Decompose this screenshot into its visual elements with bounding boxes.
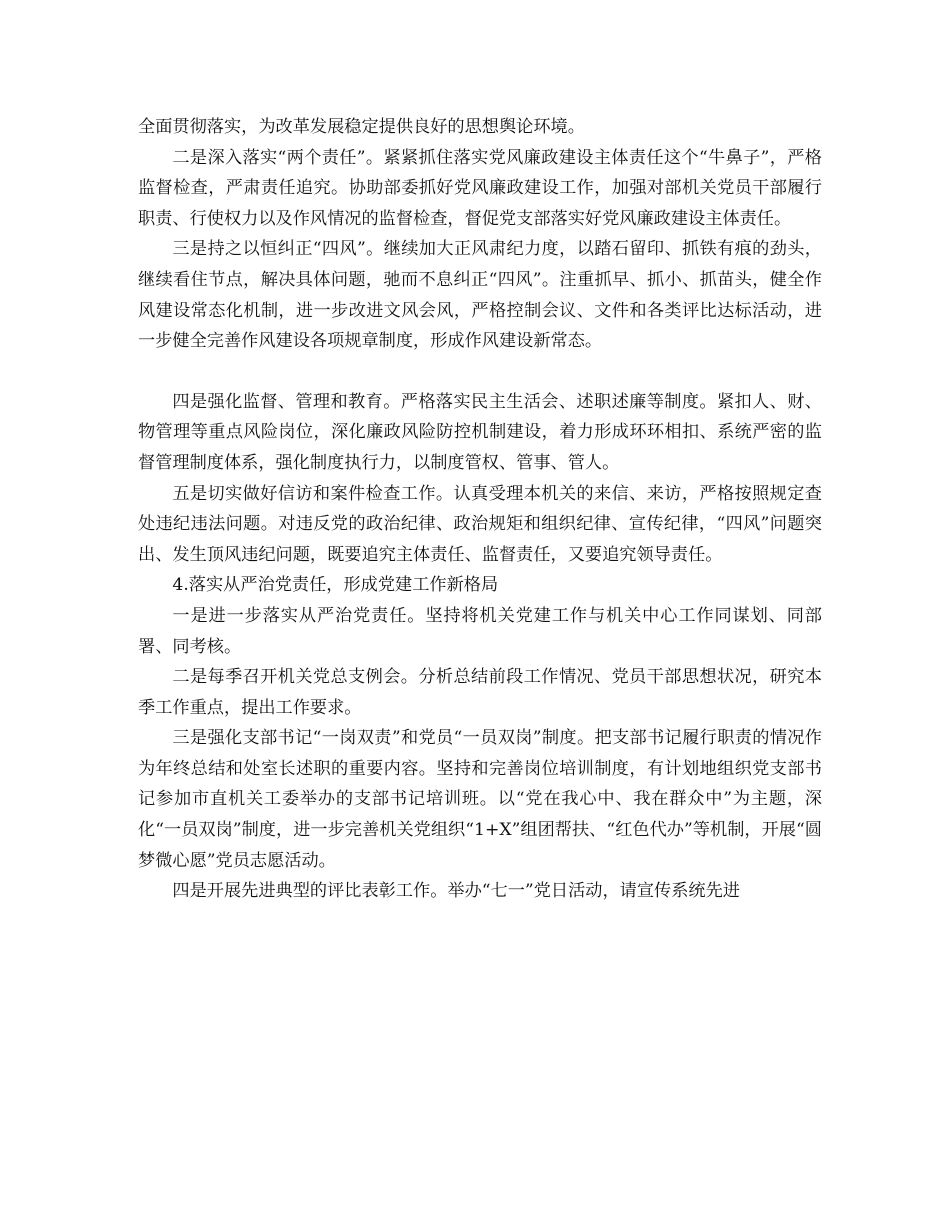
paragraph-strict-governance: 一是进一步落实从严治党责任。坚持将机关党建工作与机关中心工作同谋划、同部署、同考核。 — [138, 605, 822, 657]
paragraph-two-responsibilities: 二是深入落实“两个责任”。紧紧抓住落实党风廉政建设主体责任这个“牛鼻子”，严格监督检查，严肃责任追究。协助部委抓好党风廉政建设工作，加强对部机关党员干部履行职责、行使权力以及作风情况的监督检查，督促党支部落实好党风廉政建设主体责任。 — [138, 147, 822, 229]
paragraph-branch-secretary: 三是强化支部书记“一岗双责”和党员“一员双岗”制度。把支部书记履行职责的情况作为年终总结和处室长述职的重要内容。坚持和完善岗位培训制度，有计划地组织党支部书记参加市直机关工委举办的支部书记培训班。以“党在我心中、我在群众中”为主题，深化“一员双岗”制度，进一步完善机关党组织“1+X”组团帮扶、“红色代办”等机制，开展“圆梦微心愿”党员志愿活动。 — [138, 728, 822, 871]
paragraph-gap — [138, 357, 822, 387]
section-heading: 4.落实从严治党责任，形成党建工作新格局 — [172, 575, 499, 596]
paragraph-petitions: 五是切实做好信访和案件检查工作。认真受理本机关的来信、来访，严格按照规定查处违纪违法问题。对违反党的政治纪律、政治规矩和组织纪律、宣传纪律，“四风”问题突出、发生顶风违纪问题，既要追究主体责任、监督责任，又要追究领导责任。 — [138, 483, 822, 565]
paragraph-supervision: 四是强化监督、管理和教育。严格落实民主生活会、述职述廉等制度。紧扣人、财、物管理等重点风险岗位，深化廉政风险防控机制建设，着力形成环环相扣、系统严密的监督管理制度体系，强化制度执行力，以制度管权、管事、管人。 — [138, 391, 822, 473]
paragraph-quarterly-meeting: 二是每季召开机关党总支例会。分析总结前段工作情况、党员干部思想状况，研究本季工作重点，提出工作要求。 — [138, 667, 822, 718]
paragraph-continuation: 全面贯彻落实，为改革发展稳定提供良好的思想舆论环境。 — [138, 117, 585, 137]
paragraph-four-winds: 三是持之以恒纠正“四风”。继续加大正风肃纪力度，以踏石留印、抓铁有痕的劲头，继续看住节点，解决具体问题，驰而不息纠正“四风”。注重抓早、抓小、抓苗头，健全作风建设常态化机制，进一步改进文风会风，严格控制会议、文件和各类评比达标活动，进一步健全完善作风建设各项规章制度，形成作风建设新常态。 — [138, 239, 822, 352]
paragraph-commendation: 四是开展先进典型的评比表彰工作。举办“七一”党日活动，请宣传系统先进 — [172, 881, 740, 902]
